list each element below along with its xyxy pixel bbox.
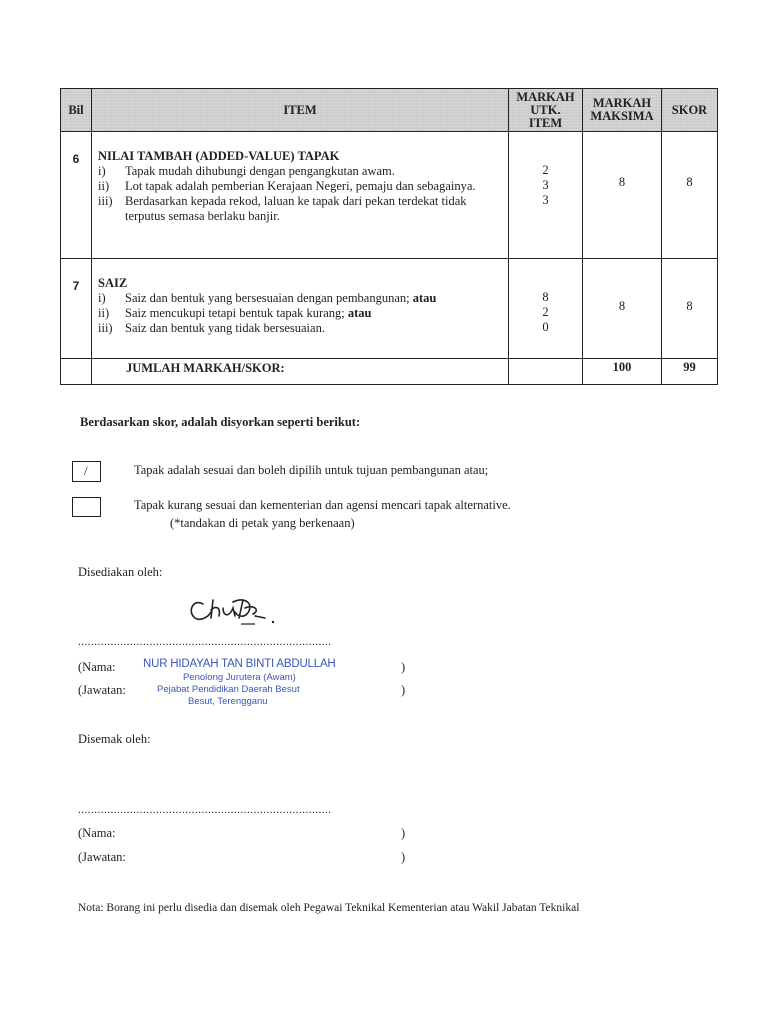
row-bil: 6 [61, 132, 92, 259]
prepared-nama-label: (Nama: [78, 660, 116, 674]
checked-by-label: Disemak oleh: [78, 732, 151, 746]
stamp-office: Pejabat Pendidikan Daerah Besut [157, 684, 300, 695]
prepared-jawatan-label: (Jawatan: [78, 683, 126, 697]
row-marks: 2 3 3 [509, 132, 583, 259]
row-bil: 7 [61, 259, 92, 359]
row-subitem: ii) Saiz mencukupi tetapi bentuk tapak kurang; atau [98, 306, 372, 320]
table-row [61, 259, 718, 359]
row-skor: 8 [662, 259, 718, 359]
row-title: NILAI TAMBAH (ADDED-VALUE) TAPAK [98, 149, 340, 163]
header-skor: SKOR [662, 89, 718, 132]
option1-checkbox[interactable] [72, 461, 101, 482]
footnote: Nota: Borang ini perlu disedia dan disemak oleh Pegawai Teknikal Kementerian atau Wakil Jabatan Teknikal [78, 902, 580, 914]
stamp-position: Penolong Jurutera (Awam) [183, 672, 296, 683]
row-subitem: i) Tapak mudah dihubungi dengan pengangkutan awam. [98, 164, 395, 178]
checked-nama-label: (Nama: [78, 826, 116, 840]
row-skor: 8 [662, 132, 718, 259]
row-item [92, 259, 509, 359]
prepared-by-label: Disediakan oleh: [78, 565, 163, 579]
checked-jawatan-label: (Jawatan: [78, 850, 126, 864]
checked-jawatan-close: ) [401, 850, 406, 864]
option-note: (*tandakan di petak yang berkenaan) [170, 516, 355, 530]
signature-image [185, 592, 295, 632]
option1-checkmark: / [84, 463, 88, 478]
header-bil: Bil [61, 89, 92, 132]
total-skor: 99 [662, 359, 718, 385]
checked-nama-close: ) [401, 826, 406, 840]
option2-text: Tapak kurang sesuai dan kementerian dan agensi mencari tapak alternative. [134, 498, 511, 512]
prepared-jawatan-close: ) [401, 683, 406, 697]
option1-text: Tapak adalah sesuai dan boleh dipilih untuk tujuan pembangunan atau; [134, 463, 489, 477]
recommendation-heading: Berdasarkan skor, adalah disyorkan seperti berikut: [80, 415, 361, 429]
row-marks: 8 2 0 [509, 259, 583, 359]
row-maksima: 8 [583, 132, 662, 259]
prepared-nama-close: ) [401, 660, 406, 674]
row-subitem-continuation: terputus semasa berlaku banjir. [125, 209, 280, 223]
row-subitem: ii) Lot tapak adalah pemberian Kerajaan Negeri, pemaju dan sebagainya. [98, 179, 476, 193]
table-row [61, 132, 718, 259]
header-markah-utk-item: MARKAH UTK. ITEM [509, 89, 583, 132]
row-maksima: 8 [583, 259, 662, 359]
table-header-row [61, 89, 718, 132]
total-label: JUMLAH MARKAH/SKOR: [92, 359, 509, 385]
stamp-name: NUR HIDAYAH TAN BINTI ABDULLAH [143, 658, 336, 670]
option2-checkbox[interactable] [72, 497, 101, 517]
row-subitem: i) Saiz dan bentuk yang bersesuaian dengan pembangunan; atau [98, 291, 437, 305]
total-row [61, 359, 718, 385]
row-item [92, 132, 509, 259]
stamp-location: Besut, Terengganu [188, 696, 268, 707]
row-title: SAIZ [98, 276, 128, 290]
score-table [60, 88, 718, 385]
row-subitem: iii) Saiz dan bentuk yang tidak bersesuaian. [98, 321, 325, 335]
prepared-signature-line: .............................................................................. [78, 636, 332, 648]
row-subitem: iii) Berdasarkan kepada rekod, laluan ke tapak dari pekan terdekat tidak [98, 194, 467, 208]
checked-signature-line: .............................................................................. [78, 804, 332, 816]
header-item: ITEM [92, 89, 509, 132]
header-markah-maksima: MARKAH MAKSIMA [583, 89, 662, 132]
total-maksima: 100 [583, 359, 662, 385]
